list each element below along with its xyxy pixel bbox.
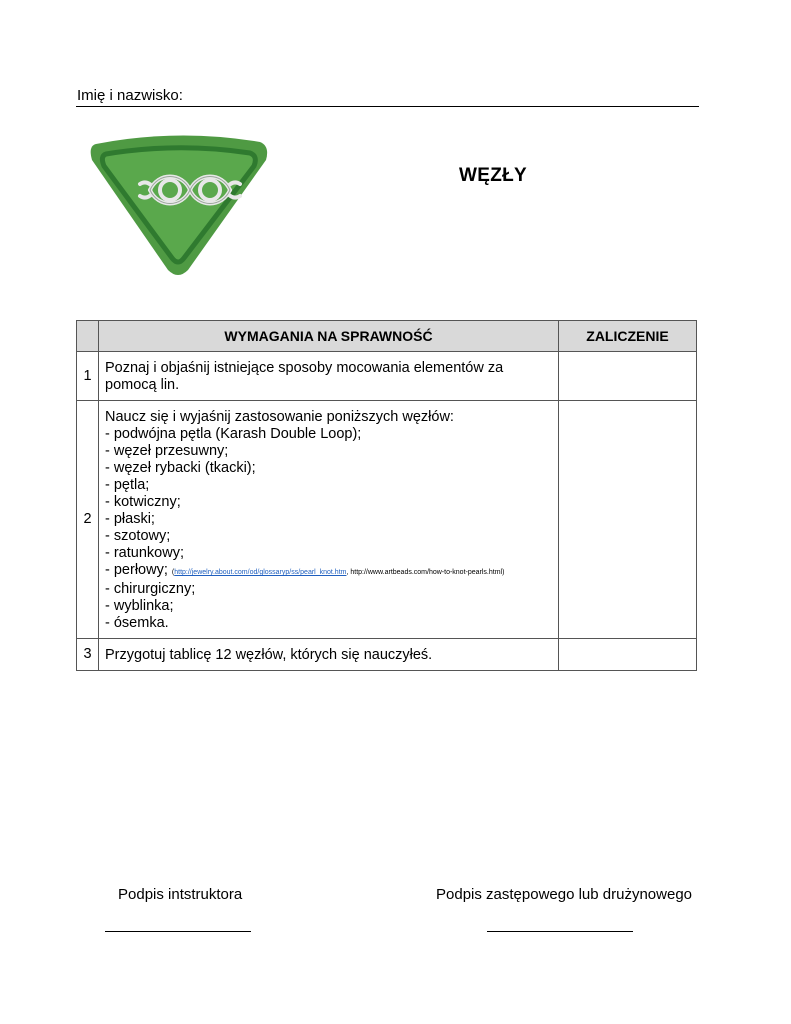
text-line: Poznaj i objaśnij istniejące sposoby mocowania elementów za	[105, 360, 504, 376]
knot-item: - kotwiczny;	[105, 494, 181, 510]
knot-item: - pętla;	[105, 477, 150, 493]
page-title: WĘZŁY	[459, 165, 527, 186]
text-line: pomocą lin.	[105, 377, 180, 393]
leader-signature-label: Podpis zastępowego lub drużynowego	[436, 886, 693, 903]
knot-item: - wyblinka;	[105, 598, 174, 614]
pearl-second-link: , http://www.artbeads.com/how-to-knot-pearls.html)	[346, 569, 505, 576]
table-row	[77, 352, 697, 401]
row-number: 2	[77, 401, 99, 639]
knot-item: - ratunkowy;	[105, 545, 184, 561]
instructor-signature-line	[105, 931, 251, 932]
instructor-signature-label: Podpis intstruktora	[118, 886, 243, 903]
knot-item: - chirurgiczny;	[105, 581, 196, 597]
text-line: Przygotuj tablicę 12 węzłów, których się nauczyłeś.	[105, 647, 433, 663]
name-label: Imię i nazwisko:	[77, 87, 183, 104]
knot-item: - szotowy;	[105, 528, 171, 544]
knot-item-pearl	[105, 562, 552, 581]
table-row	[77, 639, 697, 671]
pearl-knot-link[interactable]: http://jewelry.about.com/od/glossaryp/ss/pearl_knot.htm	[174, 569, 347, 576]
requirements-table	[76, 320, 697, 671]
pearl-open-paren: (	[171, 569, 175, 576]
completion-cell[interactable]	[559, 352, 697, 401]
knot-item: - ósemka.	[105, 615, 169, 631]
completion-cell[interactable]	[559, 639, 697, 671]
completion-cell[interactable]	[559, 401, 697, 639]
knot-item: - płaski;	[105, 511, 155, 527]
pearl-label: - perłowy;	[105, 562, 172, 578]
leader-signature-line	[487, 931, 633, 932]
knot-item: - węzeł przesuwny;	[105, 443, 229, 459]
knot-item: - węzeł rybacki (tkacki);	[105, 460, 256, 476]
requirement-text	[99, 639, 559, 671]
name-underline	[76, 106, 699, 107]
table-header-row	[77, 321, 697, 352]
header-number	[77, 321, 99, 352]
row-number: 3	[77, 639, 99, 671]
knot-badge-icon	[84, 134, 272, 276]
header-completion: ZALICZENIE	[559, 321, 697, 352]
header-requirements: WYMAGANIA NA SPRAWNOŚĆ	[99, 321, 559, 352]
text-line: Naucz się i wyjaśnij zastosowanie poniższych węzłów:	[105, 409, 454, 425]
row-number: 1	[77, 352, 99, 401]
knot-item: - podwójna pętla (Karash Double Loop);	[105, 426, 362, 442]
table-row	[77, 401, 697, 639]
requirement-text	[99, 352, 559, 401]
requirement-text	[99, 401, 559, 639]
